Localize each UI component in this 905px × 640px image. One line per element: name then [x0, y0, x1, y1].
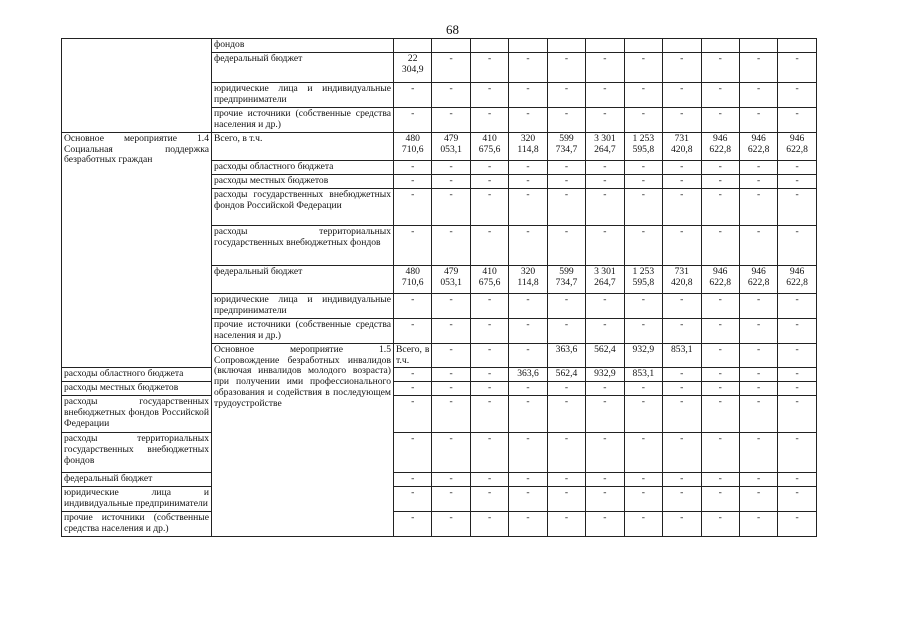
year-value-cell: -	[547, 293, 585, 318]
year-value-cell: -	[470, 107, 508, 132]
year-value-cell: -	[547, 512, 585, 537]
year-value-cell: 853,1	[663, 343, 701, 368]
funding-source-cell: расходы областного бюджета	[212, 160, 394, 174]
year-value-cell: -	[624, 318, 662, 343]
year-value-cell: -	[739, 512, 777, 537]
year-value-cell: -	[470, 160, 508, 174]
year-value-cell: -	[470, 396, 508, 433]
year-value-cell: -	[778, 343, 816, 368]
year-value-cell: -	[586, 382, 624, 396]
year-value-cell: -	[509, 382, 547, 396]
year-value-cell: -	[624, 512, 662, 537]
year-value-cell: 1 253 595,8	[624, 132, 662, 160]
year-value-cell: -	[470, 512, 508, 537]
year-value-cell: -	[778, 160, 816, 174]
funding-source-cell: юридические лица и индивидуальные предприниматели	[212, 82, 394, 107]
year-value-cell: -	[432, 368, 470, 382]
year-value-cell: -	[586, 512, 624, 537]
funding-source-cell: прочие источники (собственные средства населения и др.)	[212, 107, 394, 132]
year-value-cell: -	[432, 433, 470, 473]
year-value-cell: -	[663, 82, 701, 107]
year-value-cell: -	[624, 188, 662, 225]
year-value-cell: -	[509, 188, 547, 225]
year-value-cell: -	[470, 473, 508, 487]
year-value-cell: -	[547, 107, 585, 132]
year-value-cell: -	[663, 382, 701, 396]
table-row	[62, 512, 817, 537]
year-value-cell: -	[701, 52, 739, 82]
year-value-cell: -	[739, 318, 777, 343]
year-value-cell: 3 301 264,7	[586, 265, 624, 293]
year-value-cell: -	[739, 382, 777, 396]
year-value-cell: -	[778, 512, 816, 537]
year-value-cell: -	[701, 396, 739, 433]
funding-source-cell: федеральный бюджет	[212, 52, 394, 82]
year-value-cell: 410 675,6	[470, 265, 508, 293]
year-value-cell: -	[739, 368, 777, 382]
funding-source-cell: расходы государственных внебюджетных фондов Российской Федерации	[212, 188, 394, 225]
year-value-cell: 946 622,8	[701, 132, 739, 160]
year-value-cell: -	[739, 225, 777, 265]
year-value-cell: -	[432, 160, 470, 174]
table-row	[62, 368, 817, 382]
funding-source-cell: Всего, в т.ч.	[394, 343, 432, 368]
year-value-cell: -	[663, 512, 701, 537]
year-value-cell: -	[778, 487, 816, 512]
year-value-cell: 946 622,8	[701, 265, 739, 293]
year-value-cell: -	[701, 82, 739, 107]
year-value-cell: -	[663, 188, 701, 225]
table-row	[62, 396, 817, 433]
year-value-cell: -	[470, 343, 508, 368]
year-value-cell: -	[663, 396, 701, 433]
year-value-cell: -	[624, 174, 662, 188]
year-value-cell: 731 420,8	[663, 265, 701, 293]
year-value-cell: -	[624, 433, 662, 473]
year-value-cell: -	[701, 512, 739, 537]
year-value-cell: -	[394, 487, 432, 512]
year-value-cell: 731 420,8	[663, 132, 701, 160]
year-value-cell: -	[701, 174, 739, 188]
year-value-cell: -	[432, 174, 470, 188]
year-value-cell: -	[470, 433, 508, 473]
funding-source-cell: расходы областного бюджета	[62, 368, 212, 382]
year-value-cell: -	[778, 318, 816, 343]
year-value-cell	[739, 39, 777, 53]
year-value-cell: -	[509, 225, 547, 265]
year-value-cell: -	[470, 487, 508, 512]
year-value-cell: -	[394, 188, 432, 225]
year-value-cell: 932,9	[586, 368, 624, 382]
year-value-cell: -	[701, 188, 739, 225]
year-value-cell: -	[624, 225, 662, 265]
year-value-cell: -	[739, 396, 777, 433]
year-value-cell: -	[663, 174, 701, 188]
year-value-cell: -	[586, 225, 624, 265]
year-value-cell: -	[663, 318, 701, 343]
year-value-cell: -	[701, 293, 739, 318]
year-value-cell: -	[470, 382, 508, 396]
funding-source-cell: Всего, в т.ч.	[212, 132, 394, 160]
year-value-cell: -	[394, 174, 432, 188]
year-value-cell: -	[394, 160, 432, 174]
year-value-cell: -	[394, 293, 432, 318]
year-value-cell: -	[509, 396, 547, 433]
year-value-cell: -	[778, 188, 816, 225]
year-value-cell: -	[470, 188, 508, 225]
year-value-cell: -	[701, 343, 739, 368]
year-value-cell: -	[509, 293, 547, 318]
year-value-cell: -	[624, 382, 662, 396]
year-value-cell: -	[470, 82, 508, 107]
year-value-cell: -	[586, 52, 624, 82]
year-value-cell: -	[432, 343, 470, 368]
year-value-cell	[509, 39, 547, 53]
year-value-cell: 410 675,6	[470, 132, 508, 160]
year-value-cell: -	[509, 512, 547, 537]
year-value-cell: -	[394, 107, 432, 132]
year-value-cell: -	[586, 473, 624, 487]
year-value-cell: -	[586, 82, 624, 107]
year-value-cell: -	[586, 433, 624, 473]
year-value-cell: -	[470, 293, 508, 318]
year-value-cell: -	[624, 52, 662, 82]
funding-source-cell: федеральный бюджет	[62, 473, 212, 487]
year-value-cell: -	[432, 225, 470, 265]
year-value-cell: -	[663, 52, 701, 82]
year-value-cell: -	[701, 368, 739, 382]
table-row	[62, 487, 817, 512]
year-value-cell: 599 734,7	[547, 132, 585, 160]
year-value-cell: -	[509, 160, 547, 174]
year-value-cell: -	[739, 82, 777, 107]
year-value-cell: -	[739, 188, 777, 225]
year-value-cell	[701, 39, 739, 53]
year-value-cell: 320 114,8	[509, 265, 547, 293]
year-value-cell: -	[778, 225, 816, 265]
table-row	[62, 382, 817, 396]
year-value-cell: -	[509, 487, 547, 512]
year-value-cell: -	[470, 318, 508, 343]
year-value-cell: -	[778, 293, 816, 318]
year-value-cell: -	[547, 82, 585, 107]
year-value-cell: -	[701, 225, 739, 265]
funding-source-cell: расходы государственных внебюджетных фондов Российской Федерации	[62, 396, 212, 433]
year-value-cell: -	[778, 174, 816, 188]
year-value-cell: -	[432, 382, 470, 396]
year-value-cell: -	[624, 473, 662, 487]
activity-cell: Основное мероприятие 1.5 Сопровождение безработных инвалидов (включая инвалидов молодого возраста) при получении ими профессионального образования и содействия в последующем трудоустройстве	[212, 343, 394, 537]
year-value-cell: -	[547, 318, 585, 343]
year-value-cell: -	[663, 473, 701, 487]
table-row	[62, 132, 817, 160]
year-value-cell: -	[624, 293, 662, 318]
year-value-cell: 480 710,6	[394, 265, 432, 293]
year-value-cell: -	[778, 82, 816, 107]
funding-source-cell: расходы территориальных государственных внебюджетных фондов	[212, 225, 394, 265]
funding-source-cell: федеральный бюджет	[212, 265, 394, 293]
year-value-cell: -	[739, 487, 777, 512]
year-value-cell: -	[586, 318, 624, 343]
year-value-cell: -	[509, 82, 547, 107]
year-value-cell: -	[586, 107, 624, 132]
year-value-cell: -	[432, 487, 470, 512]
year-value-cell: -	[778, 473, 816, 487]
year-value-cell	[663, 39, 701, 53]
year-value-cell: -	[701, 487, 739, 512]
year-value-cell: -	[509, 107, 547, 132]
year-value-cell: -	[432, 82, 470, 107]
year-value-cell: -	[586, 396, 624, 433]
year-value-cell: -	[663, 487, 701, 512]
year-value-cell: -	[547, 396, 585, 433]
year-value-cell	[547, 39, 585, 53]
year-value-cell: -	[739, 293, 777, 318]
activity-cell: Основное мероприятие 1.4 Социальная поддержка безработных граждан	[62, 132, 212, 368]
year-value-cell: 363,6	[547, 343, 585, 368]
year-value-cell: -	[509, 174, 547, 188]
funding-source-cell: прочие источники (собственные средства населения и др.)	[212, 318, 394, 343]
year-value-cell: -	[739, 174, 777, 188]
year-value-cell: -	[432, 512, 470, 537]
table-row	[62, 473, 817, 487]
year-value-cell: 320 114,8	[509, 132, 547, 160]
year-value-cell: -	[624, 160, 662, 174]
year-value-cell: -	[778, 382, 816, 396]
year-value-cell: -	[624, 487, 662, 512]
year-value-cell: -	[701, 433, 739, 473]
year-value-cell: -	[394, 433, 432, 473]
year-value-cell: -	[739, 343, 777, 368]
year-value-cell: -	[778, 52, 816, 82]
year-value-cell: -	[547, 188, 585, 225]
year-value-cell: -	[586, 487, 624, 512]
year-value-cell: 480 710,6	[394, 132, 432, 160]
year-value-cell: -	[547, 225, 585, 265]
year-value-cell: -	[701, 160, 739, 174]
year-value-cell: -	[739, 52, 777, 82]
year-value-cell: -	[624, 82, 662, 107]
year-value-cell: -	[394, 318, 432, 343]
year-value-cell: -	[663, 225, 701, 265]
year-value-cell: -	[701, 318, 739, 343]
year-value-cell: -	[547, 433, 585, 473]
year-value-cell: -	[509, 473, 547, 487]
budget-table	[61, 38, 817, 537]
year-value-cell: -	[663, 368, 701, 382]
year-value-cell: -	[547, 382, 585, 396]
year-value-cell: -	[739, 160, 777, 174]
year-value-cell: -	[509, 433, 547, 473]
year-value-cell: -	[739, 473, 777, 487]
year-value-cell: -	[547, 174, 585, 188]
year-value-cell: 853,1	[624, 368, 662, 382]
year-value-cell: -	[624, 396, 662, 433]
funding-source-cell: прочие источники (собственные средства населения и др.)	[62, 512, 212, 537]
year-value-cell: 1 253 595,8	[624, 265, 662, 293]
year-value-cell: -	[432, 107, 470, 132]
year-value-cell: -	[624, 107, 662, 132]
year-value-cell: -	[701, 107, 739, 132]
year-value-cell: -	[701, 382, 739, 396]
year-value-cell: 363,6	[509, 368, 547, 382]
year-value-cell: -	[432, 293, 470, 318]
year-value-cell: -	[394, 368, 432, 382]
funding-source-cell: фондов	[212, 39, 394, 53]
funding-source-cell: юридические лица и индивидуальные предприниматели	[62, 487, 212, 512]
year-value-cell: 946 622,8	[739, 132, 777, 160]
year-value-cell: -	[547, 473, 585, 487]
year-value-cell: -	[432, 473, 470, 487]
year-value-cell: -	[663, 160, 701, 174]
year-value-cell	[394, 39, 432, 53]
year-value-cell: -	[547, 160, 585, 174]
table-body	[62, 39, 817, 537]
year-value-cell: 946 622,8	[778, 265, 816, 293]
year-value-cell: -	[470, 225, 508, 265]
table-row	[62, 39, 817, 53]
year-value-cell: -	[470, 174, 508, 188]
year-value-cell	[470, 39, 508, 53]
table-row	[62, 433, 817, 473]
year-value-cell: -	[394, 82, 432, 107]
year-value-cell: -	[394, 473, 432, 487]
year-value-cell: -	[778, 368, 816, 382]
year-value-cell: -	[586, 188, 624, 225]
year-value-cell: -	[778, 396, 816, 433]
year-value-cell: -	[509, 343, 547, 368]
year-value-cell: -	[509, 318, 547, 343]
year-value-cell: -	[394, 382, 432, 396]
year-value-cell: -	[663, 293, 701, 318]
funding-source-cell: юридические лица и индивидуальные предприниматели	[212, 293, 394, 318]
year-value-cell: -	[739, 107, 777, 132]
page-number: 68	[446, 22, 459, 37]
year-value-cell: 22 304,9	[394, 52, 432, 82]
year-value-cell: 932,9	[624, 343, 662, 368]
year-value-cell: -	[547, 487, 585, 512]
funding-source-cell: расходы местных бюджетов	[62, 382, 212, 396]
year-value-cell: -	[586, 174, 624, 188]
year-value-cell: -	[663, 433, 701, 473]
year-value-cell: -	[586, 160, 624, 174]
year-value-cell: -	[663, 107, 701, 132]
year-value-cell: 946 622,8	[778, 132, 816, 160]
year-value-cell: 479 053,1	[432, 265, 470, 293]
year-value-cell: -	[470, 52, 508, 82]
year-value-cell	[586, 39, 624, 53]
activity-cell	[62, 39, 212, 133]
funding-source-cell: расходы территориальных государственных внебюджетных фондов	[62, 433, 212, 473]
year-value-cell: -	[509, 52, 547, 82]
funding-source-cell: расходы местных бюджетов	[212, 174, 394, 188]
year-value-cell: -	[739, 433, 777, 473]
year-value-cell: -	[432, 318, 470, 343]
year-value-cell: -	[701, 473, 739, 487]
year-value-cell	[778, 39, 816, 53]
year-value-cell: -	[432, 52, 470, 82]
year-value-cell: 562,4	[547, 368, 585, 382]
year-value-cell: -	[778, 433, 816, 473]
year-value-cell: -	[394, 512, 432, 537]
year-value-cell: 599 734,7	[547, 265, 585, 293]
year-value-cell: 562,4	[586, 343, 624, 368]
year-value-cell	[624, 39, 662, 53]
year-value-cell: 3 301 264,7	[586, 132, 624, 160]
year-value-cell: -	[394, 225, 432, 265]
year-value-cell: -	[394, 396, 432, 433]
year-value-cell: 479 053,1	[432, 132, 470, 160]
year-value-cell: 946 622,8	[739, 265, 777, 293]
year-value-cell: -	[586, 293, 624, 318]
year-value-cell: -	[547, 52, 585, 82]
year-value-cell: -	[432, 396, 470, 433]
year-value-cell: -	[470, 368, 508, 382]
year-value-cell: -	[778, 107, 816, 132]
year-value-cell: -	[432, 188, 470, 225]
year-value-cell	[432, 39, 470, 53]
